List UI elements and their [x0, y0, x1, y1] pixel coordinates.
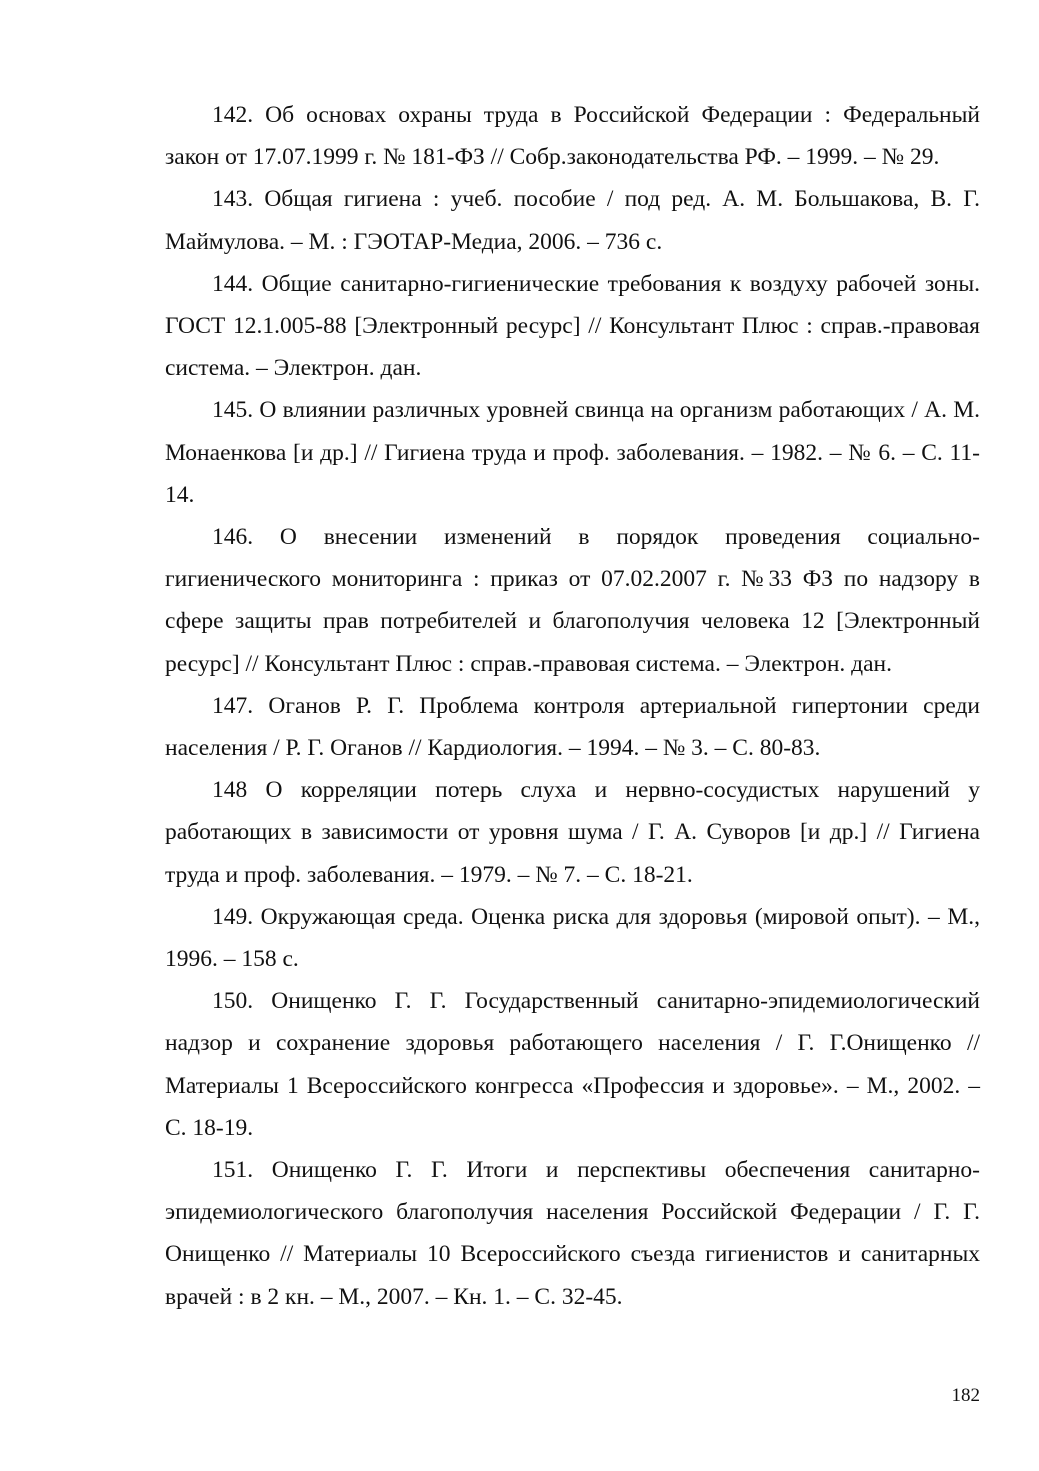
reference-item-143: 143. Общая гигиена : учеб. пособие / под ред. А. М. Большакова, В. Г. Маймулова. – М. : ГЭОТАР-Медиа, 2006. – 736 с. — [165, 186, 980, 255]
reference-item-148: 148 О корреляции потерь слуха и нервно-сосудистых нарушений у работающих в зависимости от уровня шума / Г. А. Суворов [и др.] // Гигиена труда и проф. заболевания. – 1979. – № 7. – С. 18-21. — [165, 777, 980, 888]
reference-item-151: 151. Онищенко Г. Г. Итоги и перспективы обеспечения санитарно-эпидемиологического благополучия населения Российской Федерации / Г. Г. Онищенко // Материалы 10 Всероссийского съезда гигиенистов и санитарных врачей : в 2 кн. – М., 2007. – Кн. 1. – С. 32-45. — [165, 1157, 980, 1310]
reference-item-146: 146. О внесении изменений в порядок проведения социально-гигиенического мониторинга : приказ от 07.02.2007 г. №33 ФЗ по надзору в сфере защиты прав потребителей и благополучия человека 12 [Электронный ресурс] // Консультант Плюс : справ.-правовая система. – Электрон. дан. — [165, 524, 980, 677]
reference-item-142: 142. Об основах охраны труда в Российской Федерации : Федеральный закон от 17.07.1999 г. № 181-ФЗ // Собр.законодательства РФ. – 1999. – № 29. — [165, 102, 980, 171]
reference-item-145: 145. О влиянии различных уровней свинца на организм работающих / А. М. Монаенкова [и др.] // Гигиена труда и проф. заболевания. – 1982. – № 6. – С. 11-14. — [165, 397, 980, 508]
reference-item-147: 147. Оганов Р. Г. Проблема контроля артериальной гипертонии среди населения / Р. Г. Оганов // Кардиология. – 1994. – № 3. – С. 80-83. — [165, 692, 980, 762]
reference-item-144: 144. Общие санитарно-гигиенические требования к воздуху рабочей зоны. ГОСТ 12.1.005-88 [Электронный ресурс] // Консультант Плюс : справ.-правовая система. – Электрон. дан. — [165, 270, 980, 382]
reference-item-149: 149. Окружающая среда. Оценка риска для здоровья (мировой опыт). – М., 1996. – 158 с. — [165, 903, 980, 973]
page-number: 182 — [951, 1385, 980, 1406]
reference-item-150: 150. Онищенко Г. Г. Государственный санитарно-эпидемиологический надзор и сохранение здоровья работающего населения / Г. Г.Онищенко // Материалы 1 Всероссийского конгресса «Профессия и здоровье». – М., 2002. – С. 18-19. — [165, 988, 980, 1141]
reference-list — [165, 94, 980, 1318]
